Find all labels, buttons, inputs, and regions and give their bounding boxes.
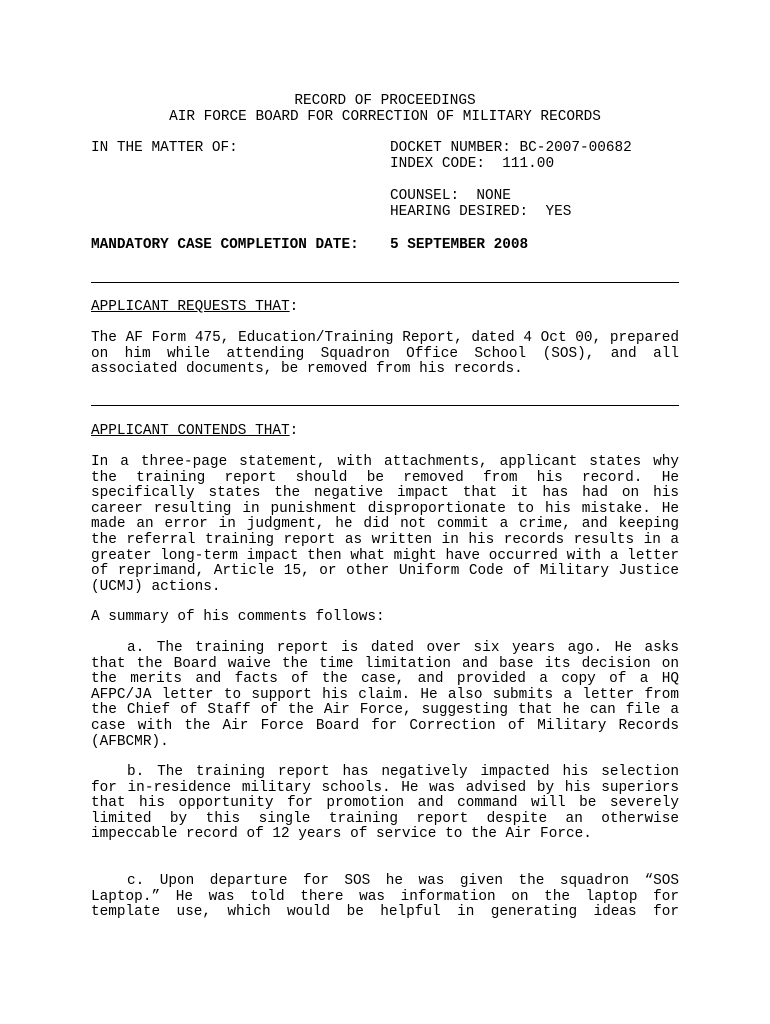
index-code: INDEX CODE: 111.00 xyxy=(390,156,555,172)
contends-heading xyxy=(91,424,298,440)
item-b: b. The training report has negatively impacted his selection for in-residence military schools. He was advised by his superiors that his opportunity for promotion and command will be severely limited by this single training report despite an otherwise impeccable record of 12 years of service to the Air Force. xyxy=(91,764,679,843)
hearing-desired: HEARING DESIRED: YES xyxy=(390,204,572,220)
matter-label: IN THE MATTER OF: xyxy=(91,140,238,156)
summary-intro: A summary of his comments follows: xyxy=(91,609,385,625)
docket-number: DOCKET NUMBER: BC-2007-00682 xyxy=(390,140,632,156)
contends-body: In a three-page statement, with attachments, applicant states why the training report should be removed from his record. He specifically states the negative impact that it has had on his career resulting in punishment disproportionate to his mistake. He made an error in judgment, he did not commit a crime, and keeping the referral training report as written in his records results in a greater long-term impact then what might have occurred with a letter of reprimand, Article 15, or other Uniform Code of Military Justice (UCMJ) actions. xyxy=(91,454,679,595)
counsel: COUNSEL: NONE xyxy=(390,188,511,204)
board-name: AIR FORCE BOARD FOR CORRECTION OF MILITARY RECORDS xyxy=(169,109,601,125)
requests-heading xyxy=(91,300,298,316)
doc-title: RECORD OF PROCEEDINGS xyxy=(294,93,476,109)
divider xyxy=(91,282,679,283)
requests-heading-text: APPLICANT REQUESTS THAT xyxy=(91,299,290,315)
completion-date-value: 5 SEPTEMBER 2008 xyxy=(390,237,529,253)
item-a: a. The training report is dated over six years ago. He asks that the Board waive the time limitation and base its decision on the merits and facts of the case, and provided a copy of a HQ AFPC/JA letter to support his claim. He also submits a letter from the Chief of Staff of the Air Force, suggesting that he can file a case with the Air Force Board for Correction of Military Records (AFBCMR). xyxy=(91,640,679,750)
contends-heading-text: APPLICANT CONTENDS THAT xyxy=(91,423,290,439)
completion-date-label: MANDATORY CASE COMPLETION DATE: xyxy=(91,237,359,253)
item-c: c. Upon departure for SOS he was given the squadron “SOS Laptop.” He was told there was information on the laptop for template use, which would be helpful in generating ideas for xyxy=(91,873,679,921)
contends-heading-colon: : xyxy=(289,423,299,439)
divider xyxy=(91,405,679,406)
requests-heading-colon: : xyxy=(289,299,299,315)
requests-body: The AF Form 475, Education/Training Report, dated 4 Oct 00, prepared on him while attending Squadron Office School (SOS), and all associated documents, be removed from his records. xyxy=(91,330,679,378)
